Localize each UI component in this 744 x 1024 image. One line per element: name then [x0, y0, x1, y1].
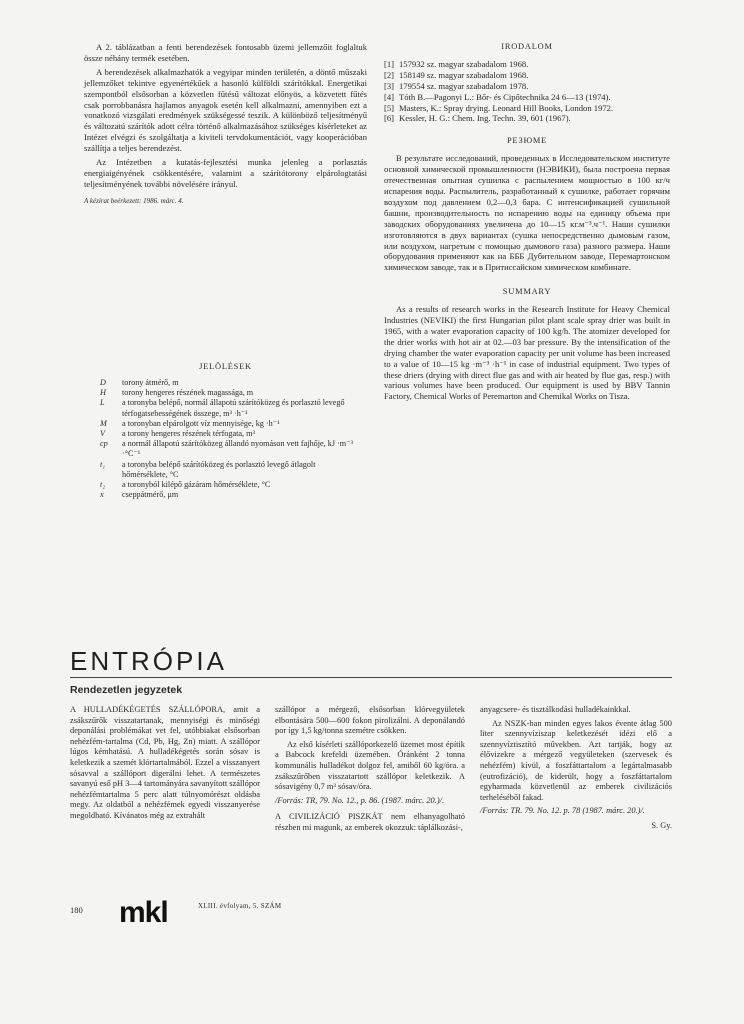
reference-item [384, 81, 670, 92]
journal-logo: mkl [119, 896, 168, 929]
entropia-paragraph: A CIVILIZÁCIÓ PISZKÁT nem elhanyagolható részben mi magunk, az emberek okozzuk: táplálkozási-, [275, 812, 465, 832]
reference-number: [6] [384, 113, 395, 124]
page-number: 180 [70, 905, 83, 915]
reference-number: [1] [384, 58, 395, 69]
symbol: t₁ [100, 459, 106, 469]
symbol-row [100, 490, 362, 500]
symbol-desc: torony átmérő, m [122, 378, 179, 387]
entropia-column-1 [70, 705, 260, 825]
body-paragraph: A 2. táblázatban a fenti berendezések fontosabb üzemi jellemzőit foglaltuk össze néhány termék esetében. [84, 42, 367, 63]
entropia-paragraph: szállópor a mérgező, elsősorban klórvegyületek elbontására 500—600 fokon pirolizálni. A deponálandó por így 1,5 kg/tonna szemétre csökken. [275, 705, 465, 736]
symbol-desc: a toronyba belépő, normál állapotú szárítóközeg és porlasztó levegő térfogatsebességének összege, m³ ·h⁻¹ [122, 398, 345, 418]
section-rule [70, 677, 672, 678]
section-subtitle: Rendezetlen jegyzetek [70, 684, 183, 696]
body-paragraph: A berendezések alkalmazhatók a vegyipar minden területén, a döntő műszaki jellemzőket tekintve egyenértékűek a hasonló külföldi szárítókkal. Energetikai szempontból elsősorban a közvetlen fűtésű változat előnyös, a közvetett fűtés csak porrobbanásra hajlamos anyagok esetén kell alkalmazni, amennyiben ezt a vonatkozó vizsgálati eredmények szükségessé teszik. A különböző teljesítményű és változatú szárítók adott célra történő alkalmazásához szükséges kísérleteket az Intézet elvégzi és szolgáltatja a kiviteli tervdokumentációt, vagy kooperációban szállítja a teljes berendezést. [84, 66, 367, 154]
symbol: x [100, 490, 104, 500]
reference-text: Tóth B.—Pagonyi L.: Bőr- és Cipőtechnika 24 6—13 (1974). [399, 91, 611, 102]
resume-heading: РЕЗЮМЕ [506, 136, 548, 146]
symbols-heading: JELÖLÉSEK [199, 362, 252, 371]
symbol-desc: a toronyban elpárolgott víz mennyisége, kg ·h⁻¹ [122, 418, 280, 428]
right-column [384, 42, 670, 405]
entropia-paragraph: A HULLADÉKÉGETÉS SZÁLLÓPORA, amit a zsákszűrők visszatartanak, mennyiségi és minőségi deponálási problémákat vet fel, utóbbiakat elsősorban nehézfém-tartalma (Cd, Pb, Hg, Zn) miatt. A szállópor lúgos kémhatású. A hulladékégetés során sósav is keletkezik a szemét klórtartalmából. Ezzel a visszanyert sósavval a szállóport digerálni lehet. A természetes savanyú eső pH 3—4 tartományára savanyított szállópor nehézfémtartalma 5 perc alatt túlnyomórészt oldásba megy. Az oldatból a nehézfémek egyedi visszanyerése megoldható. Kívánatos még az extrahált [70, 705, 260, 820]
reference-item [384, 92, 670, 103]
symbol-row [100, 439, 362, 459]
summary-text: As a results of research works in the Research Institute for Heavy Chemical Industries (NEVIKI) the first Hungarian pilot plant scale spray drier was built in 1965, with a water evaporation capacity of 100 kg/h. The atomizer developed for the drier works with hot air at 02.—03 bar pressure. By the intensification of the drying chamber the water evaporation capacity per unit volume has been increased to a value of 10—15 kg ·m⁻³ ·h⁻¹ in case of industrial equipment. Two types of these driers (drying with direct flue gas and with air heated by flue gas, resp.) with various volumes have been produced. Our equipment is used by BBV Tannin Factory, Chemical Works of Peremarton and Chemikal Works on Tisza. [384, 304, 670, 402]
symbol: V [100, 429, 106, 439]
symbol-desc: a toronyba belépő szárítóközeg és porlasztó levegő átlagolt hőmérséklete, °C [122, 459, 316, 479]
symbol-row [100, 398, 362, 418]
symbol: M [100, 418, 107, 428]
symbol-desc: torony hengeres részének magassága, m [122, 388, 254, 398]
reference-number: [3] [384, 80, 395, 91]
symbols-list [100, 378, 362, 500]
reference-number: [5] [384, 102, 395, 113]
reference-item [384, 113, 670, 124]
symbol-row [100, 388, 362, 398]
symbol-desc: a normál állapotú szárítóközeg állandó nyomáson vett fajhője, kJ ·m⁻³ ·°C⁻¹ [122, 439, 353, 459]
symbol: cp [100, 439, 108, 449]
symbol-desc: a toronyból kilépő gázáram hőmérséklete, °C [122, 480, 271, 490]
reference-item [384, 103, 670, 114]
entropia-paragraph: Az első kísérleti szállóporkezelő üzemet most építik a Babcock krefeldi üzemében. Óránként 2 tonna kommunális hulladékot dolgoz fel, amiből 60 kg/óra. a zsákszűrőben visszatartott szállópor keletkezik. A sósavigény 0,7 m³ sósav/óra. [275, 739, 465, 792]
summary-heading: SUMMARY [502, 287, 552, 297]
left-column [84, 42, 367, 207]
reference-text: 179554 sz. magyar szabadalom 1978. [399, 80, 529, 91]
entropia-column-3 [480, 705, 672, 832]
symbol: D [100, 378, 106, 387]
section-title: ENTRÓPIA [70, 646, 227, 676]
reference-text: Kessler, H. G.: Chem. Ing. Techn. 39, 601 (1967). [399, 113, 571, 124]
entropia-source: /Forrás: TR. 79. No. 12. p. 78 (1987. márc. 20.)/. [480, 806, 645, 816]
symbol: t₂ [100, 480, 106, 490]
entropia-column-2 [275, 705, 465, 837]
body-paragraph: Az Intézetben a kutatás-fejlesztési munka jelenleg a porlasztás energiaigényének csökkentésére, valamint a szárítótorony elpárologtatási teljesítményének további növelésére irányul. [84, 157, 367, 189]
reference-text: 158149 sz. magyar szabadalom 1968. [399, 69, 529, 80]
entropia-paragraph: Az NSZK-ban minden egyes lakos évente átlag 500 liter szennyvíziszap keletkezését idézi elő a szennyvíztisztító művekben. Azt tartják, hogy az élővizekre a mérgező vegyületeken (szervesek és nehézfém) kívül, a foszfáttartalom a legártalmasabb (eutrofizáció), de kiderült, hogy a foszfáttartalom egyharmada közvetlenül az emberek civilizációs terhelésébõl fakad. [480, 718, 672, 802]
received-note: A kézirat beérkezett: 1986. márc. 4. [84, 196, 184, 205]
symbol-row [100, 419, 362, 429]
symbol-desc: a torony hengeres részének térfogata, m³ [122, 429, 255, 439]
reference-text: Masters, K.: Spray drying. Leonard Hill Books, London 1972. [399, 102, 614, 113]
reference-item [384, 70, 670, 81]
references-heading: IRODALOM [501, 42, 553, 51]
reference-number: [2] [384, 69, 395, 80]
reference-item [384, 59, 670, 70]
symbol-row [100, 378, 362, 388]
reference-text: 157932 sz. magyar szabadalom 1968. [399, 58, 529, 69]
volume-info: XLIII. évfolyam, 5. SZÁM [198, 902, 282, 910]
symbol: L [100, 398, 105, 408]
symbol: H [100, 388, 106, 398]
resume-text: В результате исследований, проведенных в Исследовательском институте основной химической промышленности (НЭВИКИ), была построена первая отечественная опытная сушилка с распылением мощностью в 100 кг/ч испарения воды. Распылитель, разработанный к сушилке, работает горячим воздухом под давлением 0,2—0,3 бара. С интенсификацией сушильной башни, производительность по испарению воды на единицу объема при заводских оборудованиях увеличена до 10—15 кг.м⁻³.ч⁻¹. Наши сушилки изготовляются в двух вариантах (сушка непосредственно дымовым газом, или воздухом, нагретым с помощью дымового газа) разного размера. Наши оборудования применяют как на БББ Дубительном заводе, Перемартонском химическом заводе, так и в Притиссайском химическом комбинате. [384, 153, 670, 273]
symbol-row [100, 429, 362, 439]
symbol-desc: cseppátmérő, μm [122, 490, 179, 500]
reference-number: [4] [384, 91, 395, 102]
symbol-row [100, 460, 362, 480]
symbol-row [100, 480, 362, 490]
entropia-source: /Forrás: TR, 79. No. 12., p. 86. (1987. márc. 20.)/. [275, 795, 445, 805]
author-signature: S. Gy. [651, 820, 672, 830]
entropia-paragraph: anyagcsere- és tisztálkodási hulladékainkkal. [480, 705, 631, 714]
